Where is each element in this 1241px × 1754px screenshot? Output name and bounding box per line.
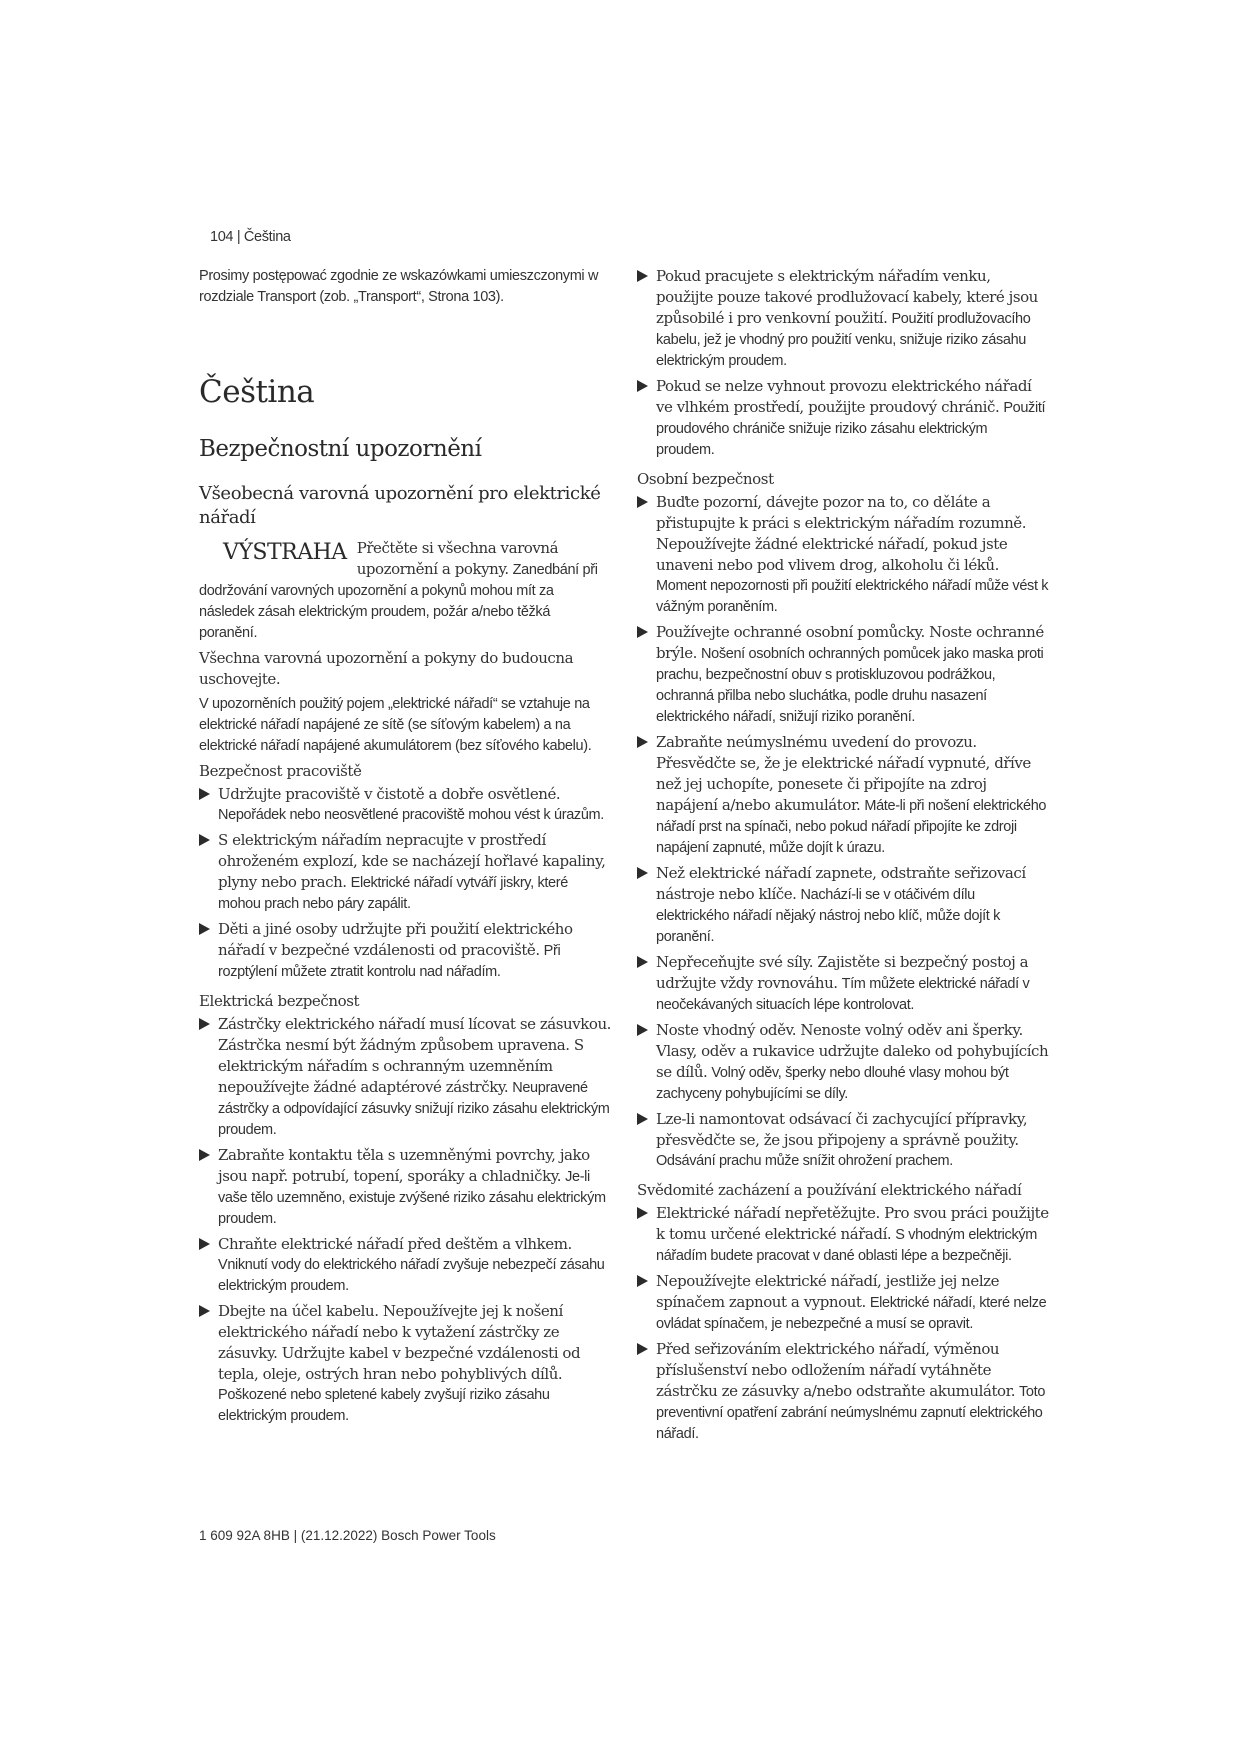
bullet-explanation: Nachází-li se v otáčivém dílu elektrického nářadí nějaký nástroj nebo klíč, může dojít k poranění. <box>656 887 1000 945</box>
triangle-bullet-icon <box>637 736 648 748</box>
bullet-text <box>656 1339 1049 1445</box>
bullet-item <box>637 1339 1049 1445</box>
term-definition: V upozorněních použitý pojem „elektrické nářadí“ se vztahuje na elektrické nářadí napájené ze sítě (se síťovým kabelem) a na elektrické nářadí napájené akumulátorem (bez síťového kabelu). <box>199 696 592 754</box>
bullet-text <box>218 830 611 915</box>
bullet-instruction: Dbejte na účel kabelu. Nepoužívejte jej k nošení elektrického nářadí nebo k vytažení zástrčky ze zásuvky. Udržujte kabel v bezpečné vzdálenosti od tepla, oleje, ostrých hran nebo pohyblivých dílů. <box>218 1302 581 1383</box>
bullet-instruction: Před seřizováním elektrického nářadí, výměnou příslušenství nebo odložením nářadí vytáhněte zástrčku ze zásuvky a/nebo odstraňte akumulátor. <box>656 1340 1016 1400</box>
bullet-explanation: Použití proudového chrániče snižuje riziko zásahu elektrickým proudem. <box>656 400 1046 458</box>
section-heading: Elektrická bezpečnost <box>199 992 360 1010</box>
bullet-item <box>637 1020 1049 1105</box>
triangle-bullet-icon <box>637 1207 648 1219</box>
bullet-instruction: Než elektrické nářadí zapnete, odstraňte seřizovací nástroje nebo klíče. <box>656 864 1026 903</box>
bullet-explanation: Poškozené nebo spletené kabely zvyšují riziko zásahu elektrickým proudem. <box>218 1387 550 1424</box>
transport-note: Prosimy postępować zgodnie ze wskazówkami umieszczonymi w rozdziale Transport (zob. „Transport“, Strona 103). <box>199 268 599 305</box>
triangle-bullet-icon <box>637 380 648 392</box>
bullet-text <box>656 1109 1049 1172</box>
section-list <box>199 784 611 983</box>
left-sections <box>199 761 611 1427</box>
page-footer: 1 609 92A 8HB | (21.12.2022) Bosch Power Tools <box>199 1528 496 1543</box>
triangle-bullet-icon <box>199 1305 210 1317</box>
bullet-instruction: S elektrickým nářadím nepracujte v prostředí ohroženém explozí, kde se nacházejí hořlavé kapaliny, plyny nebo prach. <box>218 831 606 891</box>
bullet-item <box>199 1301 611 1427</box>
bullet-item <box>637 1109 1049 1172</box>
warning-label: VÝSTRAHA <box>223 540 347 565</box>
bullet-text <box>656 952 1049 1016</box>
bullet-instruction: Lze-li namontovat odsávací či zachycující přípravky, přesvědčte se, že jsou připojeny a správně použity. <box>656 1110 1028 1149</box>
bullet-explanation: Moment nepozornosti při použití elektrického nářadí může vést k vážným poraněním. <box>656 578 1049 615</box>
bullet-instruction: Udržujte pracoviště v čistotě a dobře osvětlené. <box>218 785 561 803</box>
bullet-text <box>218 1234 611 1297</box>
bullet-explanation: Odsávání prachu může snížit ohrožení prachem. <box>656 1153 953 1169</box>
bullet-item <box>199 784 611 826</box>
triangle-bullet-icon <box>637 1024 648 1036</box>
bullet-explanation: Elektrické nářadí vytváří jiskry, které mohou prach nebo páry zapálit. <box>218 875 568 912</box>
bullet-text <box>656 1020 1049 1105</box>
language-title: Čeština <box>199 374 315 410</box>
section-heading: Svědomité zacházení a používání elektrického nářadí <box>637 1181 1022 1199</box>
bullet-text <box>656 1203 1049 1267</box>
general-warnings-title: Všeobecná varovná upozornění pro elektrické nářadí <box>199 483 601 528</box>
bullet-item <box>637 376 1049 461</box>
warning-serif-text: Přečtěte si všechna varovná upozornění a pokyny. <box>356 539 559 578</box>
bullet-explanation: S vhodným elektrickým nářadím budete pracovat v dané oblasti lépe a bezpečněji. <box>656 1227 1037 1264</box>
section-list <box>199 1014 611 1427</box>
section-heading: Bezpečnost pracoviště <box>199 762 362 780</box>
right-column <box>637 266 1049 1449</box>
bullet-item <box>199 830 611 915</box>
bullet-text <box>218 1301 611 1427</box>
triangle-bullet-icon <box>637 270 648 282</box>
bullet-explanation: Tím můžete elektrické nářadí v neočekávaných situacích lépe kontrolovat. <box>656 976 1030 1013</box>
warning-block <box>199 538 611 644</box>
bullet-instruction: Zabraňte kontaktu těla s uzemněnými povrchy, jako jsou např. potrubí, topení, sporáky a chladničky. <box>218 1146 590 1185</box>
bullet-instruction: Zabraňte neúmyslnému uvedení do provozu. Přesvědčte se, že je elektrické nářadí vypnuté, dříve než jej uchopíte, ponesete či připojíte na zdroj napájení a/nebo akumulátor. <box>656 733 1031 814</box>
safety-title: Bezpečnostní upozornění <box>199 436 482 462</box>
bullet-text <box>218 1145 611 1230</box>
bullet-instruction: Pokud se nelze vyhnout provozu elektrického nářadí ve vlhkém prostředí, použijte proudový chránič. <box>656 377 1032 416</box>
triangle-bullet-icon <box>199 1149 210 1161</box>
bullet-instruction: Zástrčky elektrického nářadí musí lícovat se zásuvkou. Zástrčka nesmí být žádným způsobem upravena. S elektrickým nářadím s ochranným uzemněním nepoužívejte žádné adaptérové zástrčky. <box>218 1015 611 1096</box>
bullet-instruction: Pokud pracujete s elektrickým nářadím venku, použijte pouze takové prodlužovací kabely, které jsou způsobilé i pro venkovní použití. <box>656 267 1038 327</box>
triangle-bullet-icon <box>199 923 210 935</box>
bullet-text <box>218 784 611 826</box>
bullet-text <box>656 1271 1049 1335</box>
bullet-instruction: Nepoužívejte elektrické nářadí, jestliže jej nelze spínačem zapnout a vypnout. <box>656 1272 1000 1311</box>
section-list <box>637 492 1049 1172</box>
triangle-bullet-icon <box>199 788 210 800</box>
section-list <box>637 1203 1049 1445</box>
bullet-item <box>199 919 611 983</box>
bullet-instruction: Nepřeceňujte své síly. Zajistěte si bezpečný postoj a udržujte vždy rovnováhu. <box>656 953 1029 992</box>
bullet-explanation: Nošení osobních ochranných pomůcek jako maska proti prachu, bezpečnostní obuv s protiskluzovou podrážkou, ochranná přilba nebo sluchátka, podle druhu nasazení elektrického nářadí, snižují riziko poranění. <box>656 646 1044 725</box>
bullet-explanation: Použití prodlužovacího kabelu, jež je vhodný pro použití venku, snižuje riziko zásahu elektrickým proudem. <box>656 311 1031 369</box>
bullet-explanation: Máte-li při nošení elektrického nářadí prst na spínači, nebo pokud nářadí připojíte ke zdroji napájení zapnuté, může dojít k úrazu. <box>656 798 1047 856</box>
bullet-text <box>656 376 1049 461</box>
bullet-item <box>637 952 1049 1016</box>
bullet-item <box>637 1203 1049 1267</box>
bullet-item <box>199 1145 611 1230</box>
bullet-instruction: Elektrické nářadí nepřetěžujte. Pro svou práci použijte k tomu určené elektrické nářadí. <box>656 1204 1049 1243</box>
bullet-item <box>637 622 1049 728</box>
triangle-bullet-icon <box>199 1018 210 1030</box>
bullet-explanation: Při rozptýlení můžete ztratit kontrolu nad nářadím. <box>218 943 561 980</box>
bullet-explanation: Vniknutí vody do elektrického nářadí zvyšuje nebezpečí zásahu elektrickým proudem. <box>218 1257 605 1294</box>
triangle-bullet-icon <box>637 1113 648 1125</box>
triangle-bullet-icon <box>637 626 648 638</box>
bullet-item <box>637 1271 1049 1335</box>
bullet-item <box>199 1234 611 1297</box>
right-sections <box>637 469 1049 1445</box>
bullet-explanation: Toto preventivní opatření zabrání neúmyslnému zapnutí elektrického nářadí. <box>656 1384 1046 1442</box>
bullet-item <box>637 266 1049 372</box>
bullet-instruction: Noste vhodný oděv. Nenoste volný oděv ani šperky. Vlasy, oděv a rukavice udržujte daleko od pohybujících se dílů. <box>656 1021 1049 1081</box>
bullet-instruction: Děti a jiné osoby udržujte při použití elektrického nářadí v bezpečné vzdálenosti od pracoviště. <box>218 920 573 959</box>
bullet-text <box>218 919 611 983</box>
bullet-explanation: Neupravené zástrčky a odpovídající zásuvky snižují riziko zásahu elektrickým proudem. <box>218 1080 610 1138</box>
triangle-bullet-icon <box>637 1343 648 1355</box>
bullet-instruction: Používejte ochranné osobní pomůcky. Noste ochranné brýle. <box>656 623 1044 662</box>
section-heading: Osobní bezpečnost <box>637 470 774 488</box>
bullet-explanation: Nepořádek nebo neosvětlené pracoviště mohou vést k úrazům. <box>218 807 604 823</box>
bullet-instruction: Chraňte elektrické nářadí před deštěm a vlhkem. <box>218 1235 572 1253</box>
bullet-item <box>199 1014 611 1141</box>
left-column <box>199 266 611 1431</box>
bullet-text <box>656 492 1049 618</box>
keep-instructions: Všechna varovná upozornění a pokyny do budoucna uschovejte. <box>199 649 574 688</box>
bullet-item <box>637 732 1049 859</box>
bullet-item <box>637 863 1049 948</box>
page-header: 104 | Čeština <box>210 229 291 245</box>
bullet-explanation: Je-li vaše tělo uzemněno, existuje zvýšené riziko zásahu elektrickým proudem. <box>218 1169 606 1227</box>
bullet-item <box>637 492 1049 618</box>
triangle-bullet-icon <box>637 867 648 879</box>
bullet-explanation: Volný oděv, šperky nebo dlouhé vlasy mohou být zachyceny pohybujícími se díly. <box>656 1065 1009 1102</box>
triangle-bullet-icon <box>199 834 210 846</box>
triangle-bullet-icon <box>199 1238 210 1250</box>
bullet-text <box>218 1014 611 1141</box>
warning-sans-text: Zanedbání při dodržování varovných upozornění a pokynů mohou mít za následek zásah elektrickým proudem, požár a/nebo těžká poranění. <box>199 562 598 641</box>
bullet-text <box>656 732 1049 859</box>
bullet-text <box>656 863 1049 948</box>
triangle-bullet-icon <box>637 1275 648 1287</box>
triangle-bullet-icon <box>637 496 648 508</box>
bullet-explanation: Elektrické nářadí, které nelze ovládat spínačem, je nebezpečné a musí se opravit. <box>656 1295 1047 1332</box>
triangle-bullet-icon <box>637 956 648 968</box>
bullet-text <box>656 622 1049 728</box>
bullet-text <box>656 266 1049 372</box>
right-top-list <box>637 266 1049 461</box>
bullet-instruction: Buďte pozorní, dávejte pozor na to, co děláte a přistupujte k práci s elektrickým nářadím rozumně. Nepoužívejte žádné elektrické nářadí, pokud jste unaveni nebo pod vlivem drog, alkoholu či léků. <box>656 493 1027 574</box>
